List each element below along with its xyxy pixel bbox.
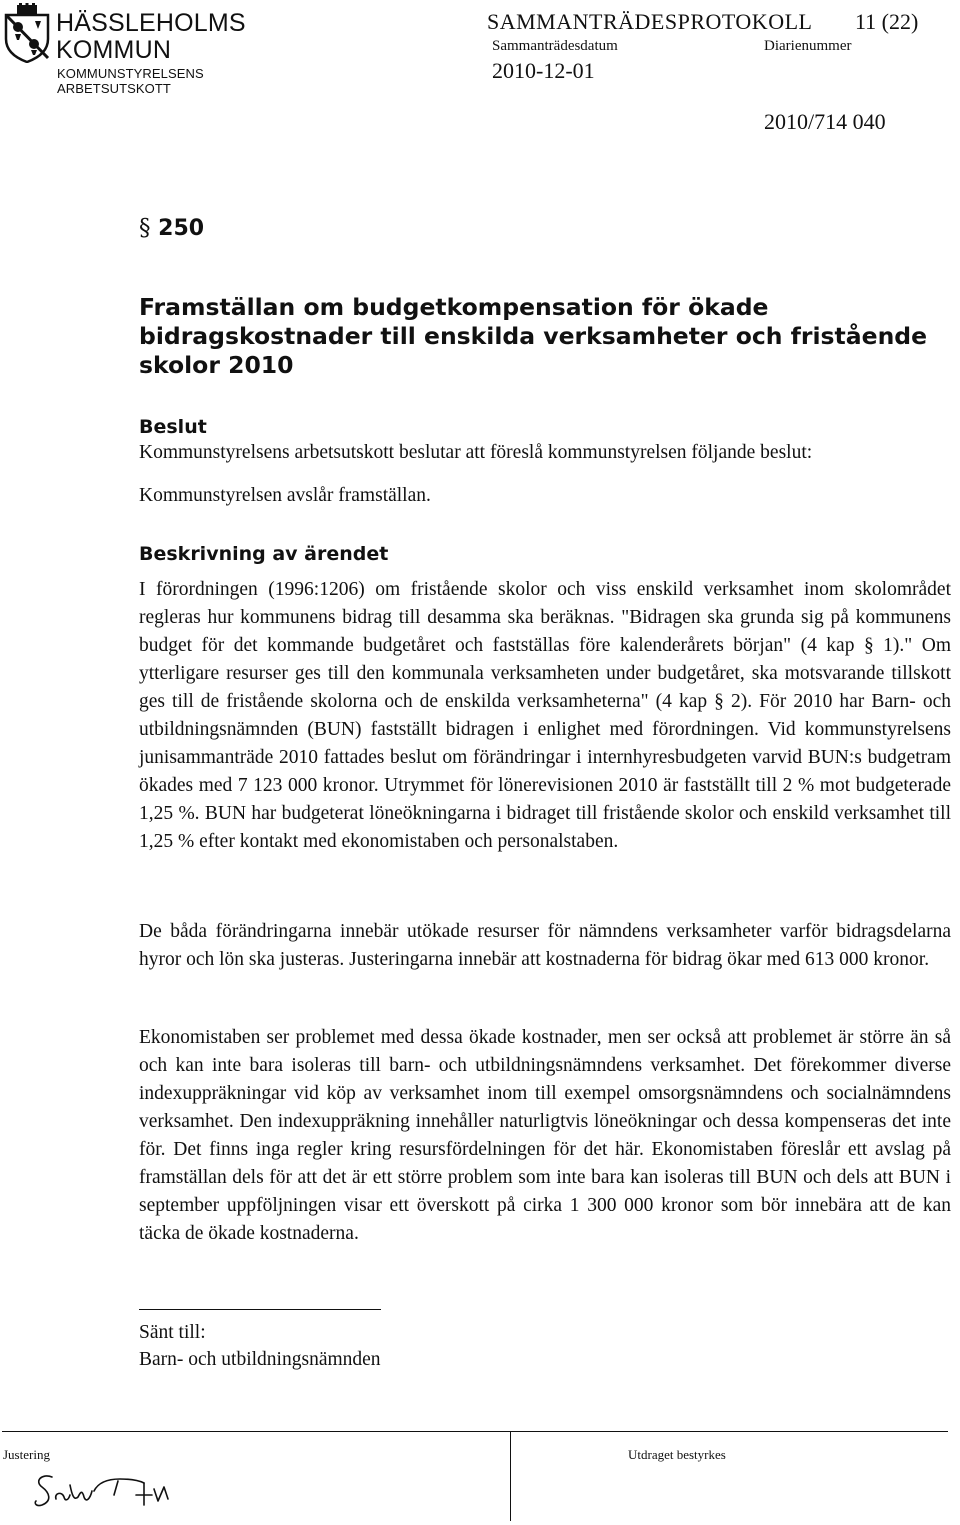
section-title: Framställan om budgetkompensation för ökade bidragskostnader till enskilda verksamheter och fristående skolor 2010 — [139, 293, 928, 379]
meeting-date-label: Sammanträdesdatum — [492, 38, 618, 54]
section-symbol: § — [139, 215, 151, 241]
org-name-line2: KOMMUN — [56, 36, 172, 64]
handwritten-signature — [32, 1455, 242, 1520]
justering-label: Justering — [3, 1447, 50, 1462]
footer-column-divider — [510, 1431, 511, 1521]
description-paragraph-3: Ekonomistaben ser problemet med dessa ökade kostnader, men ser också att problemet är större än så och kan inte bara isoleras till barn- och utbildningsnämndens verksamhet. Det förekommer diverse indexuppräkningar vid köp av verksamhet inom till exempel omsorgsnämndens och socialnämndens verksamhet. Den indexuppräkning innehåller naturligtvis löneökningar och dessa kompenseras det inte för. Det finns inga regler kring resursfördelningen för det här. Ekonomistaben föreslår ett avslag på framställan dels för att det är ett större problem som inte bara kan isoleras till BUN och dels att BUN i september uppföljningen visar ett överskott på cirka 1 300 000 kronor som bör innebära att de kan täcka de ökade kostnaderna. — [139, 1027, 951, 1244]
section-number — [139, 214, 204, 243]
extract-certified-label: Utdraget bestyrkes — [628, 1447, 726, 1462]
description-paragraph-2: De båda förändringarna innebär utökade resurser för nämndens verksamheter varför bidragsdelarna hyror och lön ska justeras. Justeringarna innebär att kostnaderna för bidrag ökar med 613 000 kronor. — [139, 921, 951, 970]
distribution-label: Sänt till: — [139, 1322, 206, 1343]
meeting-date: 2010-12-01 — [492, 58, 595, 83]
distribution-divider — [139, 1309, 381, 1310]
section-number-value: 250 — [158, 216, 205, 241]
distribution-recipient: Barn- och utbildningsnämnden — [139, 1349, 381, 1370]
diary-number-label: Diarienummer — [764, 38, 852, 54]
org-name-line1: HÄSSLEHOLMS — [56, 9, 246, 37]
org-unit-line2: ARBETSUTSKOTT — [57, 81, 171, 96]
footer-divider — [2, 1431, 948, 1432]
description-paragraph-1: I förordningen (1996:1206) om fristående skolor och viss enskild verksamhet inom skolområdet regleras hur kommunens bidrag till desamma ska beräknas. "Bidragen ska grunda sig på kommunens budget för det kommande budgetåret och fastställas före kalenderårets början" (4 kap § 1)." Om ytterligare resurser ges till den kommunala verksamheten under budgetåret, ska motsvarande tillskott ges till de fristående skolorna och de enskilda verksamheterna" (4 kap § 2). För 2010 har Barn- och utbildningsnämnden (BUN) fastställt bidragen i enlighet med förordningen. Vid kommunstyrelsens junisammanträde 2010 fattades beslut om förändringar i internhyresbudgeten varvid BUN:s budgetram ökades med 7 123 000 kronor. Utrymmet för lönerevisionen 2010 är fastställt till 2 % mot budgeterade 1,25 %. BUN har budgeterat löneökningarna i bidraget till fristående skolor och enskild verksamhet till 1,25 % efter kontakt med ekonomistaben och personalstaben. — [139, 579, 951, 852]
municipal-coat-of-arms-icon — [3, 3, 51, 63]
beslut-result: Kommunstyrelsen avslår framställan. — [139, 485, 431, 506]
diary-number: 2010/714 040 — [764, 109, 886, 134]
beslut-text: Kommunstyrelsens arbetsutskott beslutar att föreslå kommunstyrelsen följande beslut: — [139, 442, 813, 463]
beslut-heading: Beslut — [139, 416, 207, 438]
page-number: 11 (22) — [855, 9, 919, 34]
description-heading: Beskrivning av ärendet — [139, 543, 389, 565]
document-type: SAMMANTRÄDESPROTOKOLL — [487, 9, 813, 34]
org-unit-line1: KOMMUNSTYRELSENS — [57, 66, 204, 81]
